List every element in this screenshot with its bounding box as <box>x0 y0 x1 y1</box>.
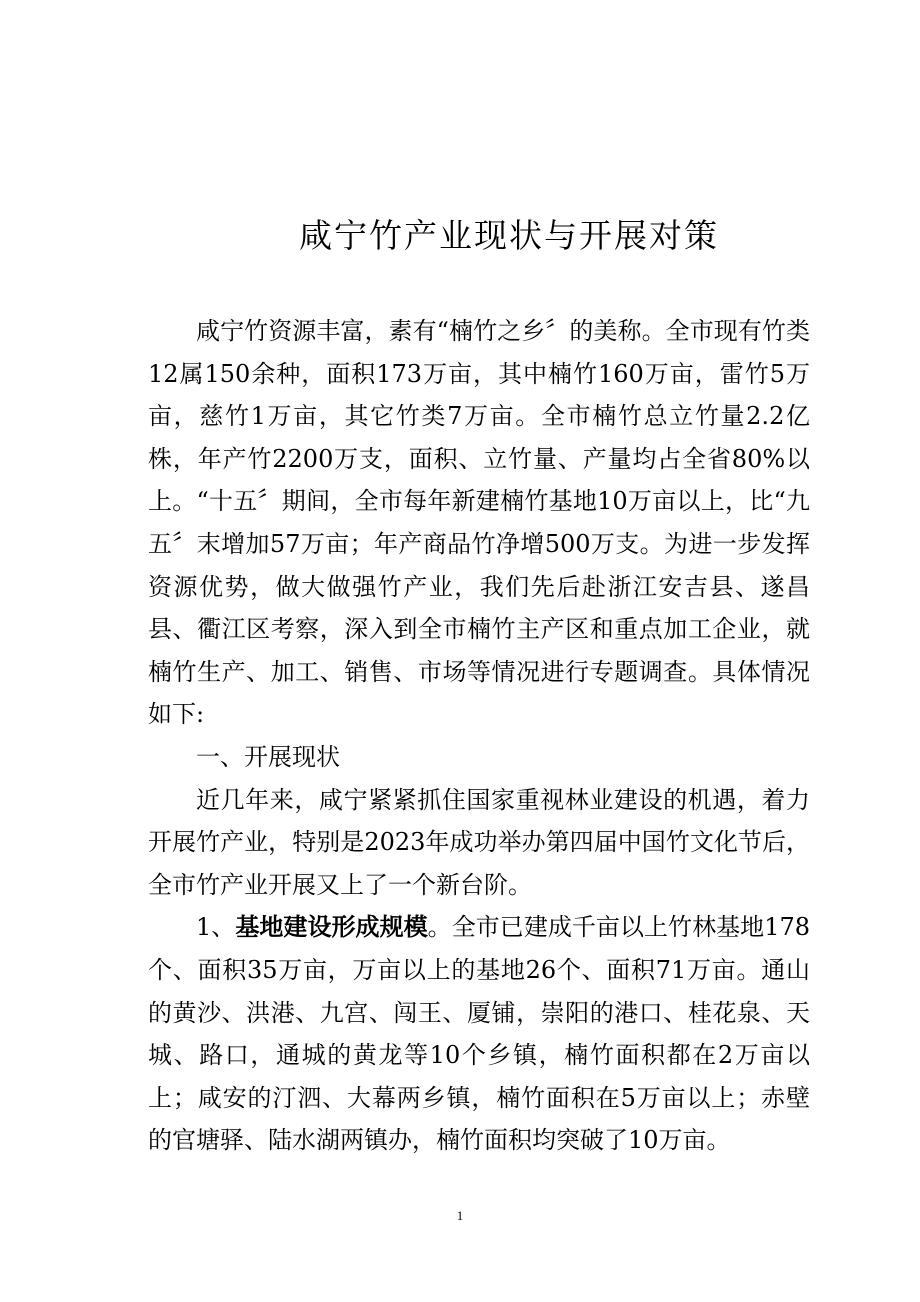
page-number: 1 <box>456 1208 464 1223</box>
intro-paragraph: 咸宁竹资源丰富，素有“楠竹之乡〞的美称。全市现有竹类12属150余种，面积173万亩，其中楠竹160万亩，雷竹5万亩，慈竹1万亩，其它竹类7万亩。全市楠竹总立竹量2.2亿株，年产竹2200万支，面积、立竹量、产量均占全省80%以上。“十五〞期间，全市每年新建楠竹基地10万亩以上，比“九五〞末增加57万亩；年产商品竹净增500万支。为进一步发挥资源优势，做大做强竹产业，我们先后赴浙江安吉县、遂昌县、衢江区考察，深入到全市楠竹主产区和重点加工企业，就楠竹生产、加工、销售、市场等情况进行专题调查。具体情况如下: <box>148 317 810 729</box>
document-body <box>148 310 810 1162</box>
document-title: 咸宁竹产业现状与开展对策 <box>299 216 719 255</box>
section-heading: 一、开展现状 <box>196 742 340 771</box>
point-1-text: 。全市已建成千亩以上竹林基地178个、面积35万亩，万亩以上的基地26个、面积71万亩。通山的黄沙、洪港、九宫、闯王、厦铺，崇阳的港口、桂花泉、天城、路口，通城的黄龙等10个乡镇，楠竹面积都在2万亩以上；咸安的汀泗、大幕两乡镇，楠竹面积在5万亩以上；赤壁的官塘驿、陆水湖两镇办，楠竹面积均突破了10万亩。 <box>148 913 811 1155</box>
section-intro-paragraph: 近几年来，咸宁紧紧抓住国家重视林业建设的机遇，着力开展竹产业，特别是2023年成功举办第四届中国竹文化节后，全市竹产业开展又上了一个新台阶。 <box>148 785 810 899</box>
point-1-heading: 基地建设形成规模 <box>235 913 428 942</box>
point-1-number: 1、 <box>196 913 236 942</box>
point-1-paragraph <box>148 906 810 1162</box>
